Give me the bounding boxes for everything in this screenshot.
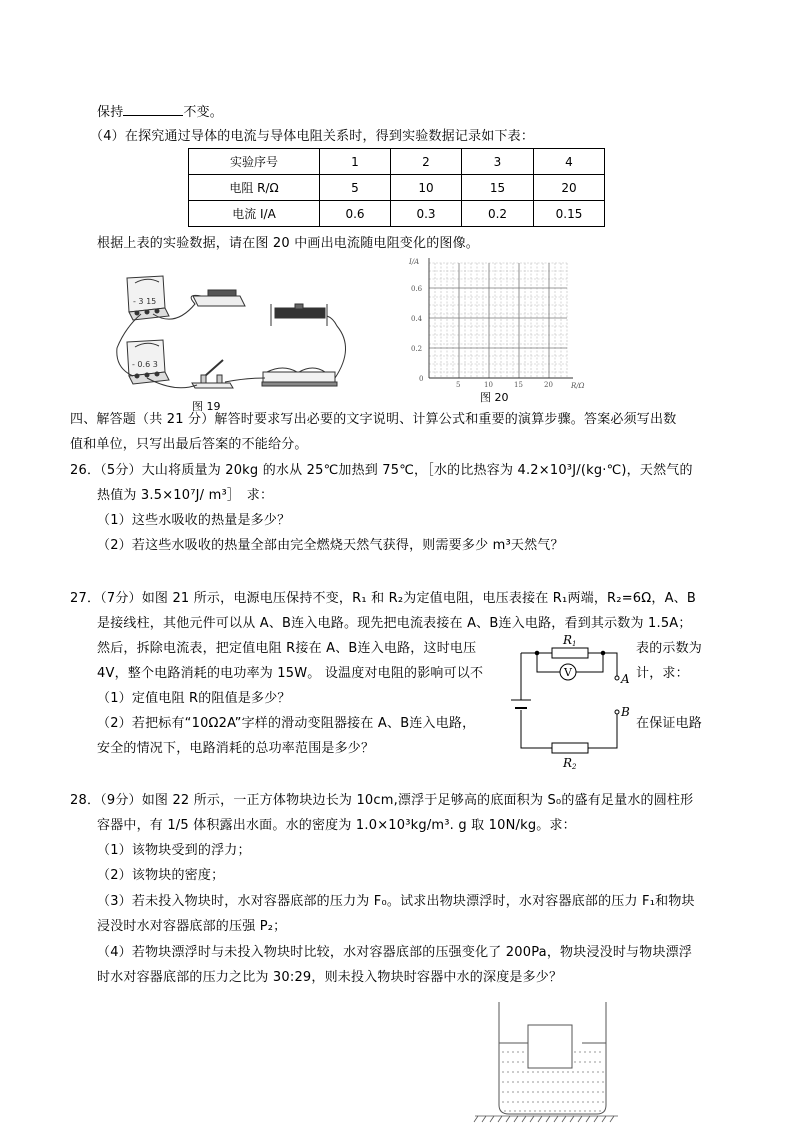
q28-part3: （3）若未投入物块时，水对容器底部的压力为 F₀。试求出物块漂浮时，水对容器底部的压力 F₁和物块 bbox=[97, 894, 695, 909]
resistor-r1-symbol bbox=[552, 648, 588, 658]
header-cell: 1 bbox=[320, 149, 391, 175]
svg-text:0: 0 bbox=[419, 375, 424, 383]
q27-stem-line4: 4V，整个电路消耗的电功率为 15W。 设温度对电阻的影响可以不 bbox=[97, 666, 484, 681]
cell: 5 bbox=[320, 175, 391, 201]
q28-stem: 28．（9分）如图 22 所示，一正方体物块边长为 10cm,漂浮于足够高的底面积为 S₀的盛有足量水的圆柱形 bbox=[70, 793, 694, 808]
q26-stem-cont: 热值为 3.5×10⁷J/ m³］ 求： bbox=[97, 488, 274, 503]
answer-blank[interactable] bbox=[123, 103, 183, 116]
svg-text:A: A bbox=[621, 672, 630, 686]
svg-text:R2: R2 bbox=[563, 756, 577, 771]
header-cell: 2 bbox=[391, 149, 462, 175]
q27-stem-line4-right: 计，求： bbox=[636, 666, 689, 681]
q27-stem-line3-right: 表的示数为 bbox=[636, 641, 703, 656]
q27-stem: 27．（7分）如图 21 所示，电源电压保持不变，R₁ 和 R₂为定值电阻，电压表接在 R₁两端，R₂=6Ω，A、B bbox=[70, 591, 697, 606]
svg-text:R1: R1 bbox=[563, 633, 577, 648]
svg-text:- 3 15: - 3 15 bbox=[133, 297, 157, 306]
svg-text:10: 10 bbox=[484, 381, 493, 389]
q26-part1: （1）这些水吸收的热量是多少？ bbox=[97, 513, 291, 528]
figure-19-caption: 图 19 bbox=[192, 400, 221, 413]
q28-part4-cont: 时水对容器底部的压力之比为 30:29，则未投入物块时容器中水的深度是多少？ bbox=[97, 970, 563, 985]
cell: 0.2 bbox=[462, 201, 534, 227]
svg-text:R/Ω: R/Ω bbox=[571, 382, 585, 390]
keep-blank-line bbox=[97, 103, 223, 122]
q27-stem-line3: 然后，拆除电流表，把定值电阻 R接在 A、B连入电路，这时电压 bbox=[97, 641, 477, 656]
row-label: 电阻 R/Ω bbox=[189, 175, 320, 201]
table-row bbox=[189, 201, 605, 227]
svg-text:15: 15 bbox=[514, 381, 523, 389]
keep-prefix: 保持 bbox=[97, 105, 124, 120]
floating-block bbox=[528, 1025, 572, 1068]
svg-text:- 0.6 3: - 0.6 3 bbox=[132, 360, 158, 369]
cell: 0.3 bbox=[391, 201, 462, 227]
q28-stem-cont: 容器中，有 1/5 体积露出水面。水的密度为 1.0×10³kg/m³. g 取 10N/kg。求： bbox=[97, 818, 576, 833]
keep-suffix: 不变。 bbox=[183, 105, 224, 120]
figure-22-container bbox=[470, 1000, 610, 1120]
svg-text:5: 5 bbox=[456, 381, 461, 389]
row-label: 电流 I/A bbox=[189, 201, 320, 227]
q28-part3-cont: 浸没时水对容器底部的压强 P₂； bbox=[97, 919, 287, 934]
cell: 20 bbox=[534, 175, 605, 201]
resistor-r2-symbol bbox=[552, 743, 588, 753]
experiment-data-table bbox=[188, 148, 605, 227]
q26-part2: （2）若这些水吸收的热量全部由完全燃烧天然气获得，则需要多少 m³天然气？ bbox=[97, 538, 564, 553]
cell: 0.6 bbox=[320, 201, 391, 227]
cell: 0.15 bbox=[534, 201, 605, 227]
graph-instruction: 根据上表的实验数据，请在图 20 中画出电流随电阻变化的图像。 bbox=[97, 236, 480, 251]
svg-text:0.4: 0.4 bbox=[411, 315, 423, 323]
section-4-header: 四、解答题（共 21 分）解答时要求写出必要的文字说明、计算公式和重要的演算步骤。答案必须写出数 bbox=[70, 412, 677, 427]
figure-20-caption: 图 20 bbox=[480, 391, 509, 404]
q27-stem-cont: 是接线柱，其他元件可以从 A、B连入电路。现先把电流表接在 A、B连入电路，看到其示数为 1.5A； bbox=[97, 616, 692, 631]
q27-part2-cont: 安全的情况下，电路消耗的总功率范围是多少？ bbox=[97, 741, 375, 756]
header-cell: 3 bbox=[462, 149, 534, 175]
section-4-header-cont: 值和单位，只写出最后答案的不能给分。 bbox=[70, 437, 308, 452]
cell: 15 bbox=[462, 175, 534, 201]
q27-part1: （1）定值电阻 R的阻值是多少？ bbox=[97, 691, 291, 706]
q28-part4: （4）若物块漂浮时与未投入物块时比较，水对容器底部的压强变化了 200Pa，物块浸没时与物块漂浮 bbox=[97, 945, 693, 960]
table-row bbox=[189, 175, 605, 201]
cell: 10 bbox=[391, 175, 462, 201]
svg-text:I/A: I/A bbox=[409, 258, 420, 266]
header-cell: 实验序号 bbox=[189, 149, 320, 175]
part4-intro: （4）在探究通过导体的电流与导体电阻关系时，得到实验数据记录如下表： bbox=[90, 129, 535, 144]
q28-part1: （1）该物块受到的浮力； bbox=[97, 843, 251, 858]
figure-21-circuit bbox=[505, 630, 630, 770]
figure-19-apparatus bbox=[105, 268, 355, 393]
svg-text:0.2: 0.2 bbox=[411, 345, 423, 353]
q28-part2: （2）该物块的密度； bbox=[97, 868, 225, 883]
figure-20-grid-chart bbox=[405, 258, 590, 388]
svg-text:B: B bbox=[621, 705, 630, 719]
table-header-row bbox=[189, 149, 605, 175]
svg-text:20: 20 bbox=[544, 381, 553, 389]
q27-part2-right: 在保证电路 bbox=[636, 716, 703, 731]
q27-part2: （2）若把标有“10Ω2A”字样的滑动变阻器接在 A、B连入电路， bbox=[97, 716, 476, 731]
svg-text:V: V bbox=[564, 666, 572, 679]
svg-text:0.6: 0.6 bbox=[411, 285, 423, 293]
q26-stem: 26．（5分）大山将质量为 20kg 的水从 25℃加热到 75℃，［水的比热容为 4.2×10³J/(kg·℃)，天然气的 bbox=[70, 463, 693, 478]
header-cell: 4 bbox=[534, 149, 605, 175]
